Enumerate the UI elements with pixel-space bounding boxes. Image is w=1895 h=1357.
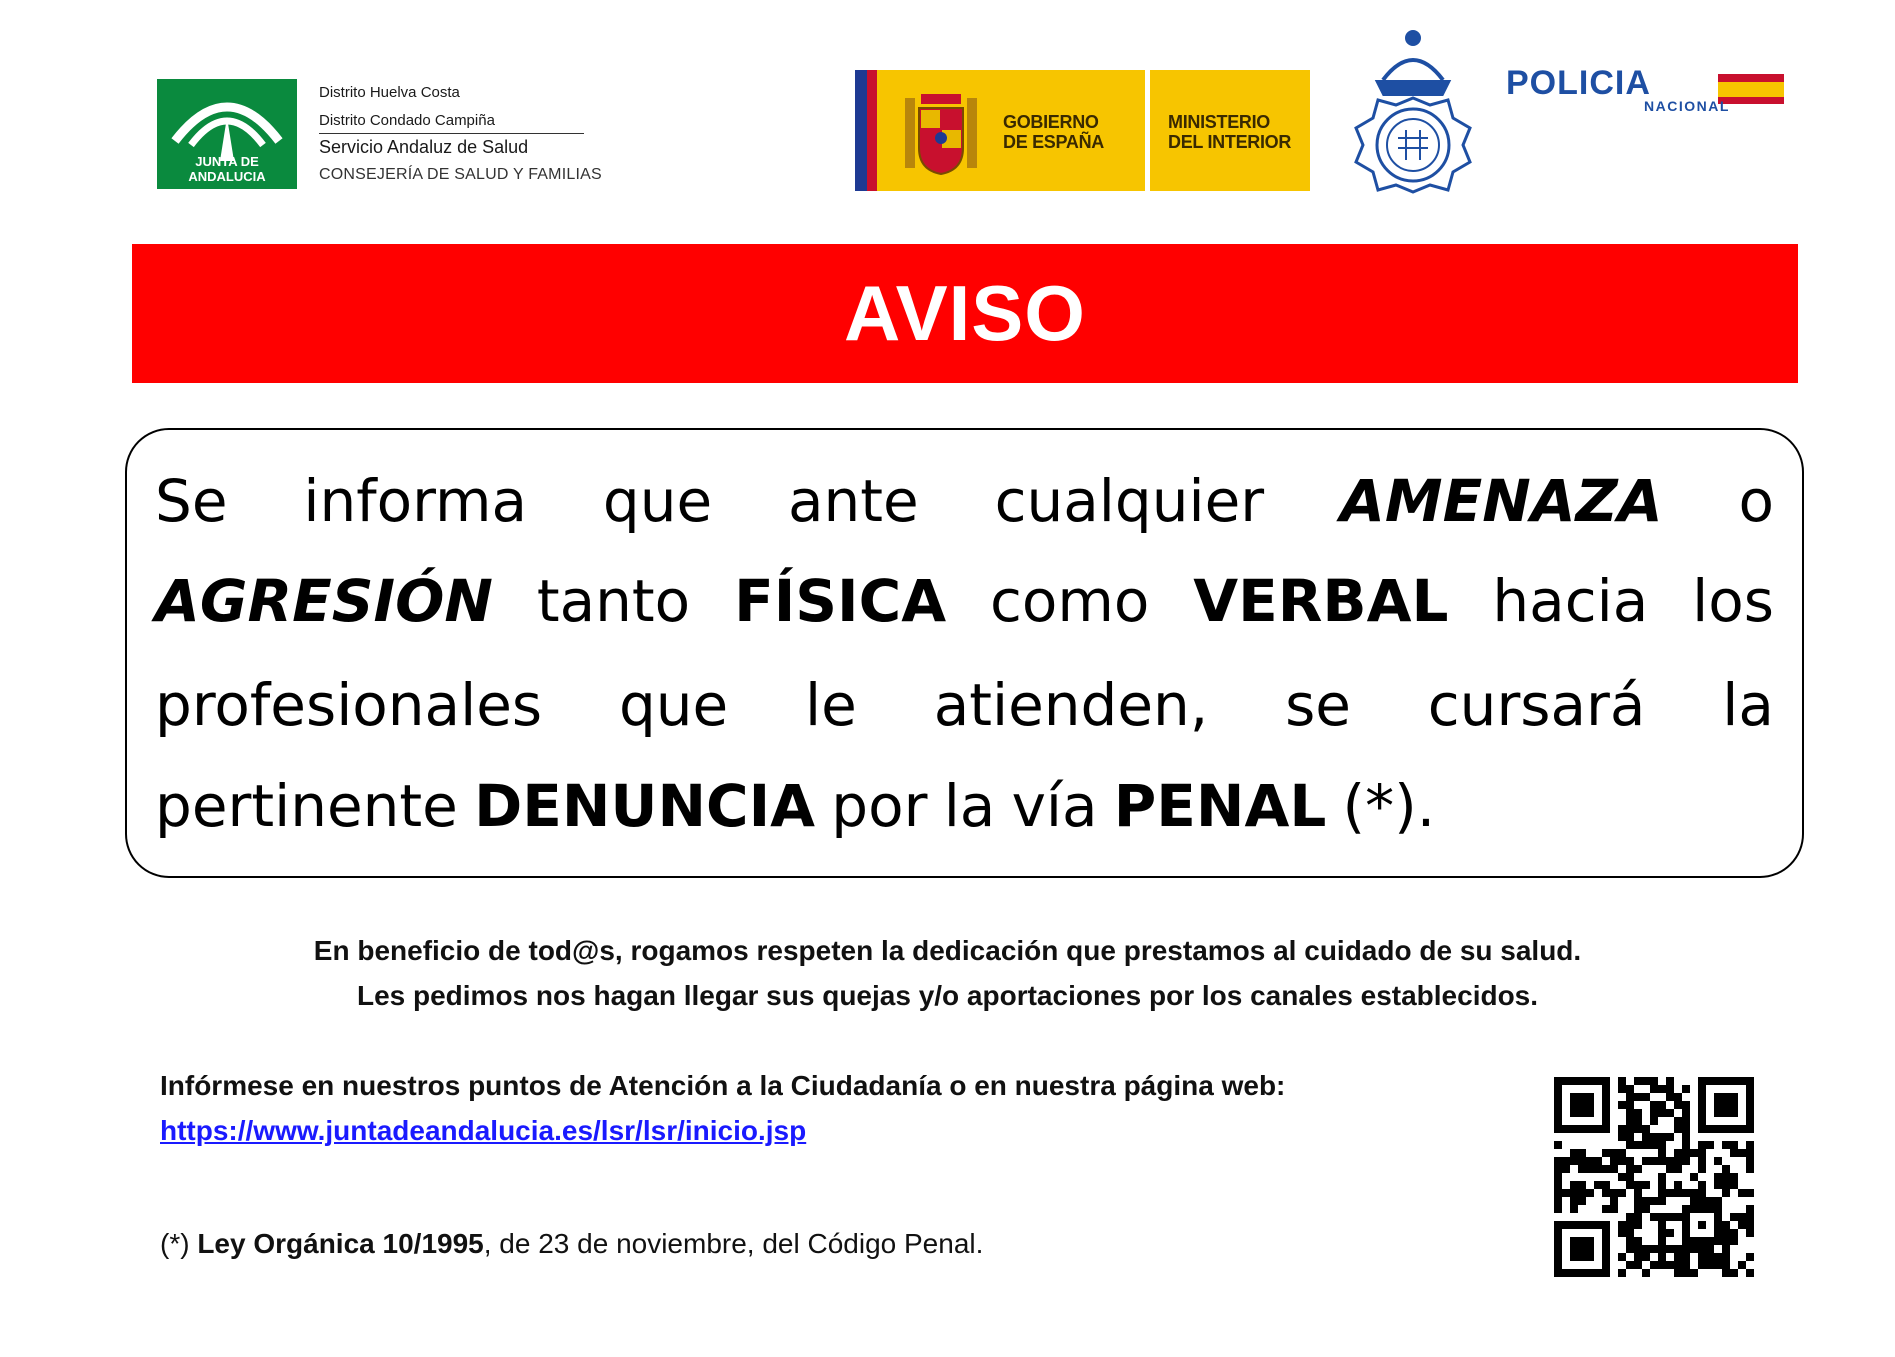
notice-word: como	[990, 567, 1150, 635]
notice-word: que	[618, 671, 729, 739]
notice-emphasis-amenaza: AMENAZA	[1339, 467, 1663, 535]
notice-emphasis-agresion: AGRESIÓN	[155, 567, 493, 635]
info-line-1: En beneficio de tod@s, rogamos respeten la dedicación que prestamos al cuidado de su salud.	[313, 935, 1582, 966]
notice-emphasis-verbal: VERBAL	[1193, 567, 1449, 635]
notice-word: ante	[788, 467, 919, 535]
notice-line-2	[155, 566, 1774, 636]
notice-word: la	[943, 772, 996, 840]
notice-word: cursará	[1427, 671, 1646, 739]
notice-line-4	[155, 771, 1774, 841]
notice-word: la	[1722, 671, 1774, 739]
notice-word: profesionales	[155, 671, 543, 739]
notice-word: hacia	[1492, 567, 1649, 635]
notice-emphasis-penal: PENAL	[1113, 772, 1327, 840]
gobierno-text	[1003, 112, 1104, 152]
notice-emphasis-fisica: FÍSICA	[734, 567, 947, 635]
district-line-1: Distrito Huelva Costa	[319, 84, 460, 101]
notice-word: los	[1692, 567, 1774, 635]
notice-word: por	[831, 772, 928, 840]
notice-word: (*).	[1342, 772, 1436, 840]
notice-word: informa	[303, 467, 528, 535]
footnote-rest: , de 23 de noviembre, del Código Penal.	[483, 1228, 984, 1259]
notice-emphasis-denuncia: DENUNCIA	[474, 772, 816, 840]
footnote-prefix: (*)	[160, 1228, 198, 1259]
website-link[interactable]: https://www.juntadeandalucia.es/lsr/lsr/inicio.jsp	[160, 1115, 807, 1146]
policia-wordmark: POLICIA	[1506, 64, 1651, 102]
notice-line-1	[155, 466, 1774, 536]
junta-logo-text: JUNTA DE ANDALUCIA	[188, 154, 266, 184]
sas-name: Servicio Andaluz de Salud	[319, 137, 529, 157]
aviso-title: AVISO	[844, 269, 1086, 357]
notice-word: vía	[1011, 772, 1098, 840]
notice-word: le	[805, 671, 857, 739]
coat-of-arms-icon	[901, 84, 981, 179]
ministerio-text-line-2: DEL INTERIOR	[1168, 132, 1292, 152]
aviso-banner	[132, 244, 1798, 383]
web-intro-text: Infórmese en nuestros puntos de Atención a la Ciudadanía o en nuestra página web:	[160, 1070, 1286, 1101]
header-divider	[319, 133, 584, 134]
eu-flag-stripe	[855, 70, 867, 191]
gobierno-text-line-2: DE ESPAÑA	[1003, 132, 1104, 152]
qr-code-icon[interactable]	[1554, 1077, 1754, 1277]
notice-line-3	[155, 670, 1774, 740]
footnote-law: Ley Orgánica 10/1995	[197, 1228, 484, 1259]
ministerio-text	[1168, 112, 1291, 152]
notice-word: atienden,	[933, 671, 1209, 739]
police-badge-icon	[1338, 20, 1488, 225]
notice-word: pertinente	[155, 772, 458, 840]
junta-de-andalucia-logo	[157, 79, 297, 189]
nacional-wordmark: NACIONAL	[1644, 98, 1730, 114]
notice-word: tanto	[536, 567, 691, 635]
gobierno-espana-logo	[855, 70, 1310, 191]
consejeria-name: CONSEJERÍA DE SALUD Y FAMILIAS	[319, 166, 602, 183]
gobierno-text-line-1: GOBIERNO	[1003, 112, 1099, 132]
notice-word: o	[1738, 467, 1774, 535]
notice-word: Se	[155, 467, 228, 535]
info-line-2: Les pedimos nos hagan llegar sus quejas y/o aportaciones por los canales establecidos.	[356, 980, 1539, 1011]
ministerio-text-line-1: MINISTERIO	[1168, 112, 1271, 132]
notice-word: se	[1285, 671, 1351, 739]
district-line-2: Distrito Condado Campiña	[319, 112, 495, 129]
notice-word: que	[602, 467, 713, 535]
spain-flag-stripe	[867, 70, 877, 191]
footnote	[160, 1228, 983, 1260]
notice-word: cualquier	[994, 467, 1265, 535]
